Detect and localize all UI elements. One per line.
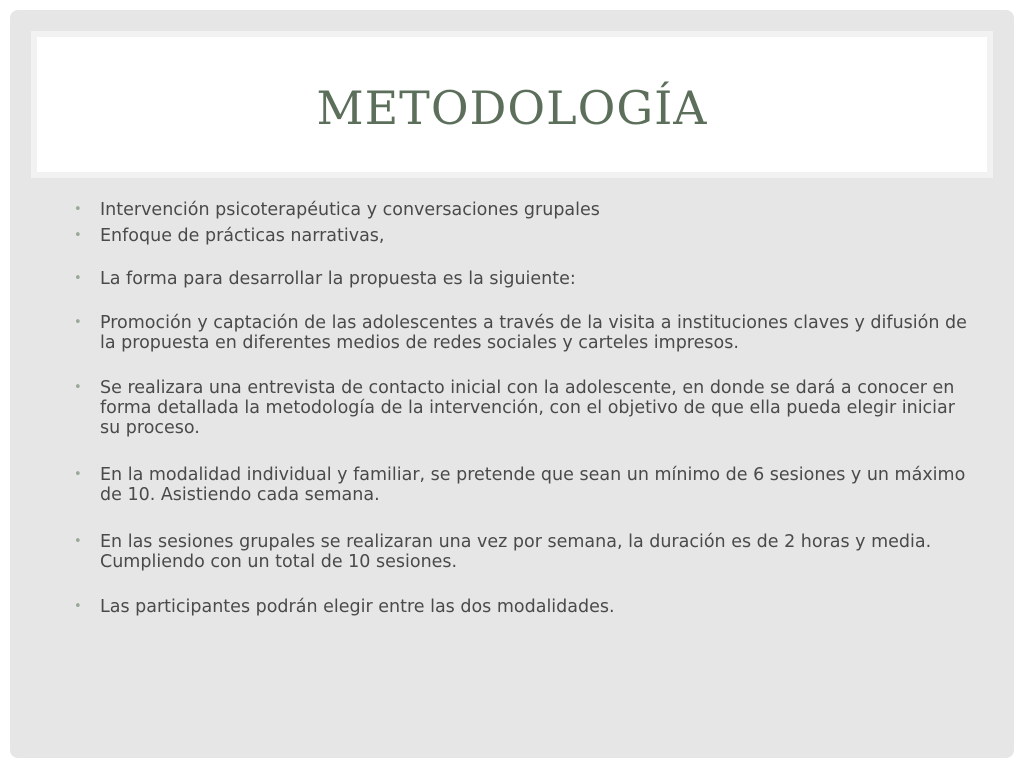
bullet-text: Enfoque de prácticas narrativas,	[100, 226, 385, 246]
bullet-item	[72, 532, 972, 572]
bullet-icon: •	[74, 271, 82, 286]
bullet-item	[72, 465, 972, 505]
bullet-item	[72, 269, 972, 289]
bullet-text: En las sesiones grupales se realizaran una vez por semana, la duración es de 2 horas y media. Cumpliendo con un total de 10 sesiones.	[100, 532, 932, 572]
bullet-item	[72, 200, 972, 220]
slide	[10, 10, 1014, 758]
bullet-text: La forma para desarrollar la propuesta es la siguiente:	[100, 269, 576, 289]
bullet-text: Se realizara una entrevista de contacto inicial con la adolescente, en donde se dará a conocer en forma detallada la metodología de la intervención, con el objetivo de que ella pueda elegir iniciar su proceso.	[100, 378, 955, 438]
bullet-item	[72, 313, 972, 353]
bullet-icon: •	[74, 467, 82, 482]
bullet-icon: •	[74, 380, 82, 395]
bullet-list	[72, 200, 972, 617]
bullet-text: Las participantes podrán elegir entre las dos modalidades.	[100, 597, 615, 617]
bullet-icon: •	[74, 599, 82, 614]
bullet-text: Intervención psicoterapéutica y conversaciones grupales	[100, 200, 600, 220]
bullet-icon: •	[74, 228, 82, 243]
bullet-text: En la modalidad individual y familiar, se pretende que sean un mínimo de 6 sesiones y un máximo de 10. Asistiendo cada semana.	[100, 465, 966, 505]
bullet-icon: •	[74, 202, 82, 217]
title-box	[31, 31, 993, 178]
bullet-text: Promoción y captación de las adolescentes a través de la visita a instituciones claves y difusión de la propuesta en diferentes medios de redes sociales y carteles impresos.	[100, 313, 967, 353]
bullet-item	[72, 226, 972, 246]
bullet-item	[72, 378, 972, 438]
bullet-item	[72, 597, 972, 617]
bullet-icon: •	[74, 315, 82, 330]
slide-title: METODOLOGÍA	[316, 80, 708, 135]
bullet-icon: •	[74, 534, 82, 549]
